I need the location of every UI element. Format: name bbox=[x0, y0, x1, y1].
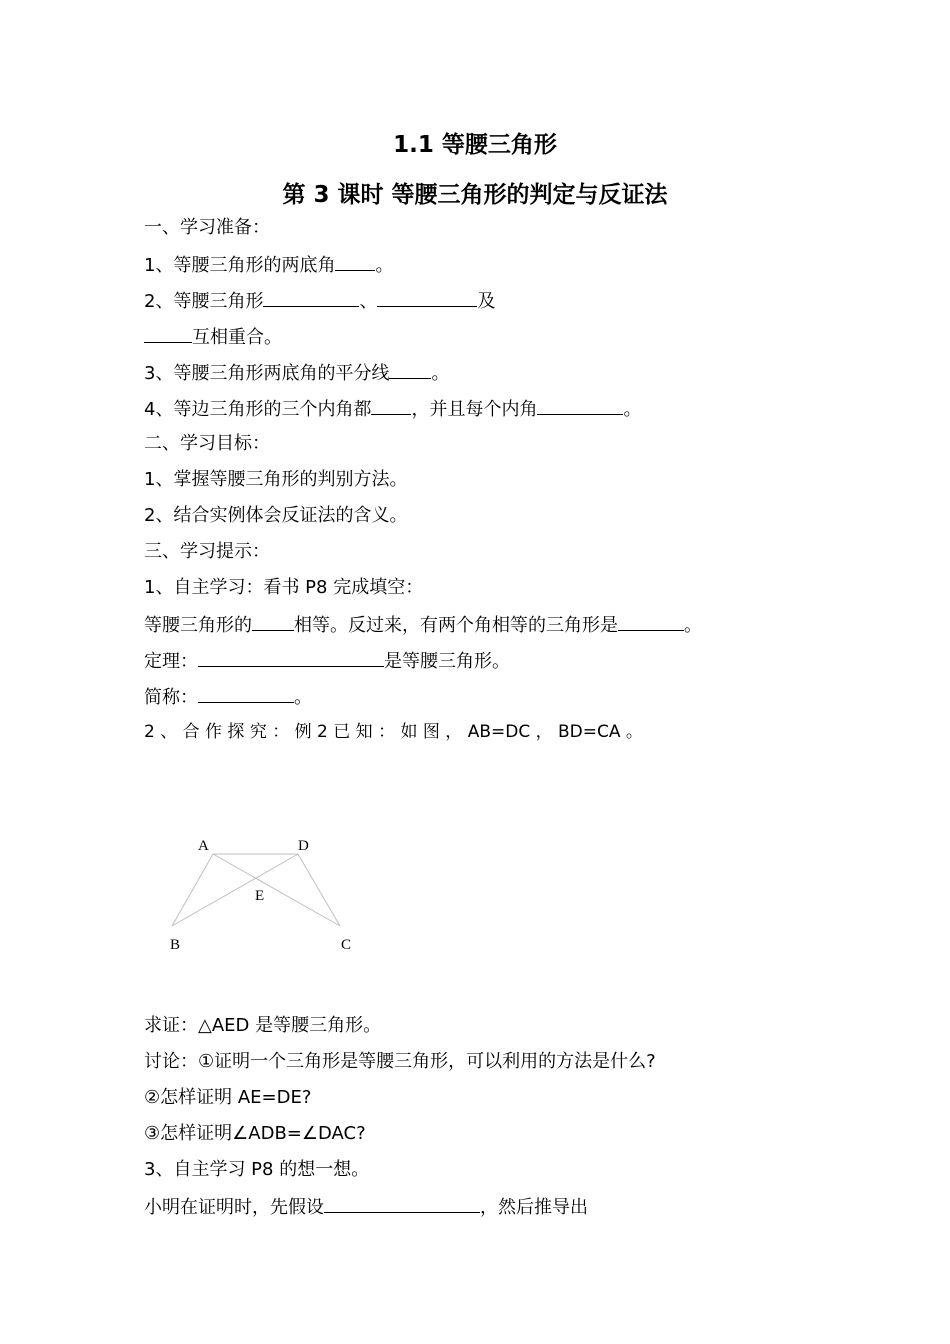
question-3: 3、等腰三角形两底角的平分线 。 bbox=[144, 360, 449, 386]
prompt-1: 1、自主学习：看书 P8 完成填空： bbox=[144, 577, 424, 598]
discussion-line: 讨论：①证明一个三角形是等腰三角形，可以利用的方法是什么? bbox=[144, 1051, 656, 1072]
discussion-3: ③怎样证明∠ADB=∠DAC? bbox=[144, 1123, 366, 1144]
label-a: A bbox=[198, 838, 209, 854]
question-1: 1、等腰三角形的两底角 。 bbox=[144, 252, 393, 278]
goal-1: 1、掌握等腰三角形的判别方法。 bbox=[144, 469, 408, 490]
segment-dc bbox=[298, 854, 340, 926]
section-1-heading: 一、学习准备： bbox=[144, 217, 270, 238]
assumption-line: 小明在证明时，先假设 ，然后推导出 bbox=[144, 1194, 588, 1220]
label-c: C bbox=[341, 937, 352, 953]
example-2-line: 2 、 合 作 探 究 ： 例 2 已 知 ： 如 图 ， AB=DC ， BD=CA 。 bbox=[144, 722, 643, 742]
prove-line: 求证：△AED 是等腰三角形。 bbox=[144, 1015, 382, 1036]
prompt-3: 3、自主学习 P8 的想一想。 bbox=[144, 1159, 370, 1180]
label-e: E bbox=[255, 888, 265, 904]
segment-ab bbox=[172, 854, 213, 926]
section-3-heading: 三、学习提示： bbox=[144, 541, 270, 562]
section-2-heading: 二、学习目标： bbox=[144, 433, 270, 454]
question-4: 4、等边三角形的三个内角都 ，并且每个内角 。 bbox=[144, 396, 641, 422]
segment-ac bbox=[213, 854, 340, 926]
goal-2: 2、结合实例体会反证法的含义。 bbox=[144, 505, 408, 526]
question-2: 2、等腰三角形 、 及 bbox=[144, 288, 495, 314]
label-b: B bbox=[170, 937, 181, 953]
theorem-line: 定理： 是等腰三角形。 bbox=[144, 648, 510, 674]
discussion-2: ②怎样证明 AE=DE? bbox=[144, 1087, 312, 1108]
segment-bd bbox=[172, 854, 298, 926]
title-lesson: 第 3 课时 等腰三角形的判定与反证法 bbox=[282, 182, 668, 208]
question-2-continued: 互相重合。 bbox=[144, 324, 282, 350]
geometry-figure bbox=[150, 828, 380, 958]
prompt-fill-1: 等腰三角形的 相等。反过来，有两个角相等的三角形是 。 bbox=[144, 612, 702, 638]
abbreviation-line: 简称： 。 bbox=[144, 684, 312, 710]
title-topic: 1.1 等腰三角形 bbox=[393, 132, 557, 158]
label-d: D bbox=[298, 838, 309, 854]
